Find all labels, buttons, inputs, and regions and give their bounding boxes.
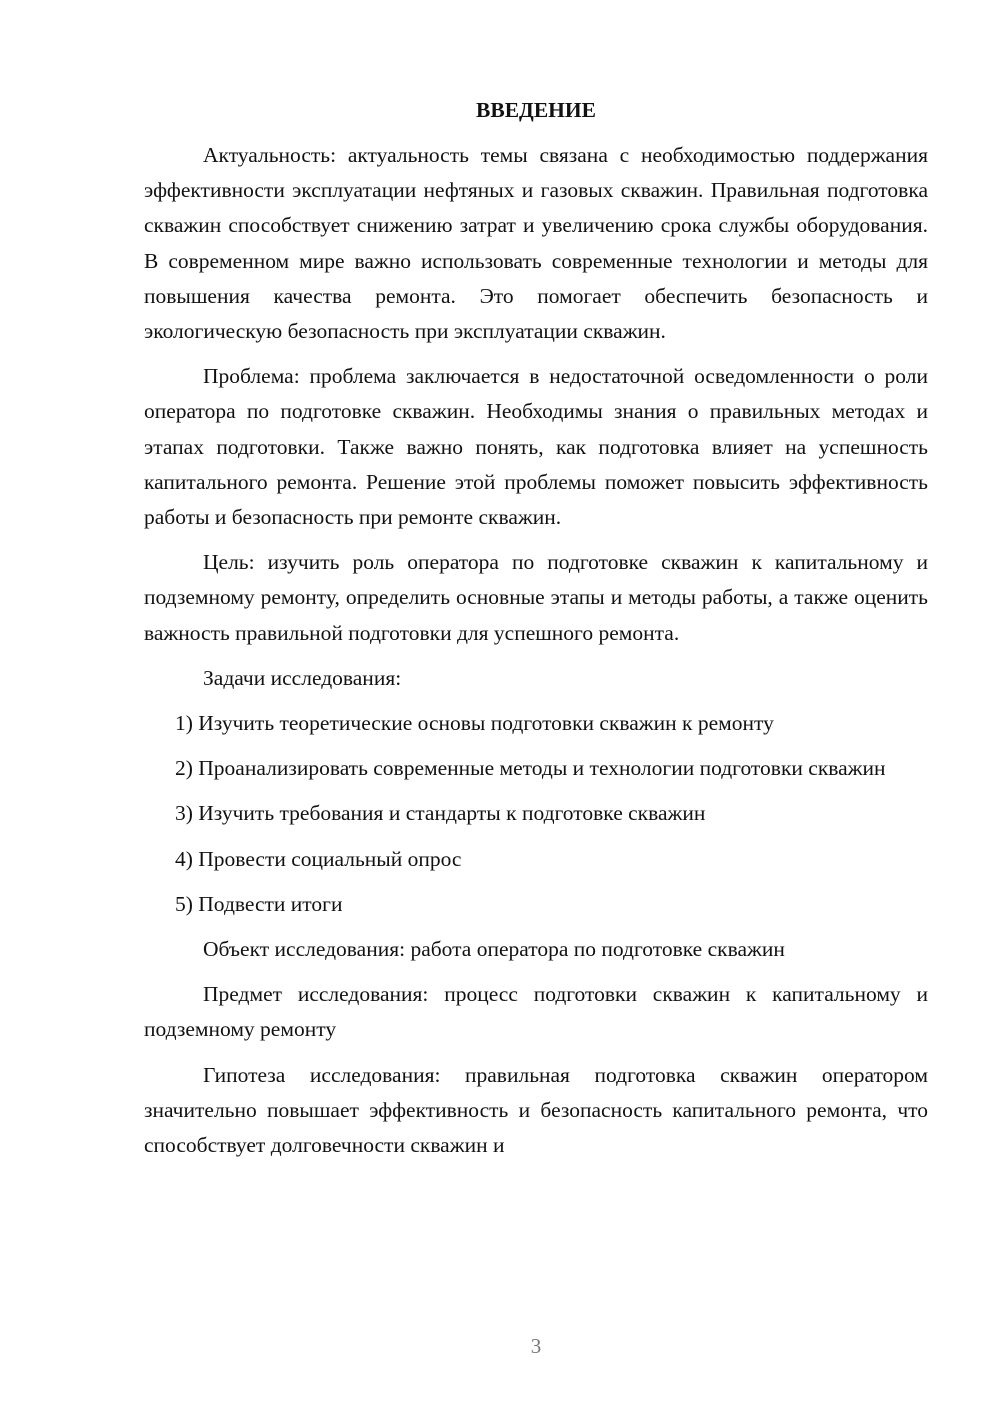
object-paragraph: Объект исследования: работа оператора по подготовке скважин bbox=[203, 937, 785, 962]
goal-paragraph: Цель: изучить роль оператора по подготовке скважин к капитальному и подземному ремонту, определить основные этапы и методы работы, а также оценить важность правильной подготовки для успешного ремонта. bbox=[144, 550, 928, 645]
hypothesis-paragraph: Гипотеза исследования: правильная подготовка скважин оператором значительно повышает эффективность и безопасность капитального ремонта, что способствует долговечности скважин и bbox=[144, 1062, 928, 1158]
tasks-heading: Задачи исследования: bbox=[203, 665, 402, 690]
problem-paragraph: Проблема: проблема заключается в недостаточной осведомленности о роли оператора по подготовке скважин. Необходимы знания о правильных методах и этапах подготовки. Также важно понять, как подготовка влияет на успешность капитального ремонта. Решение этой проблемы поможет повысить эффективность работы и безопасность при ремонте скважин. bbox=[144, 364, 928, 530]
task-item: 4) Провести социальный опрос bbox=[175, 846, 462, 871]
section-title: ВВЕДЕНИЕ bbox=[476, 98, 596, 122]
task-item: 3) Изучить требования и стандарты к подготовке скважин bbox=[175, 801, 706, 826]
relevance-paragraph: Актуальность: актуальность темы связана с необходимостью поддержания эффективности эксплуатации нефтяных и газовых скважин. Правильная подготовка скважин способствует снижению затрат и увеличению срока службы оборудования. В современном мире важно использовать современные технологии и методы для повышения качества ремонта. Это помогает обеспечить безопасность и экологическую безопасность при эксплуатации скважин. bbox=[144, 143, 928, 344]
page-content bbox=[144, 92, 928, 1173]
task-item: 1) Изучить теоретические основы подготовки скважин к ремонту bbox=[175, 711, 774, 736]
subject-paragraph: Предмет исследования: процесс подготовки скважин к капитальному и подземному ремонту bbox=[144, 982, 928, 1042]
page-number: 3 bbox=[530, 1334, 542, 1358]
task-item: 5) Подвести итоги bbox=[175, 891, 343, 916]
task-item: 2) Проанализировать современные методы и технологии подготовки скважин bbox=[175, 756, 886, 781]
